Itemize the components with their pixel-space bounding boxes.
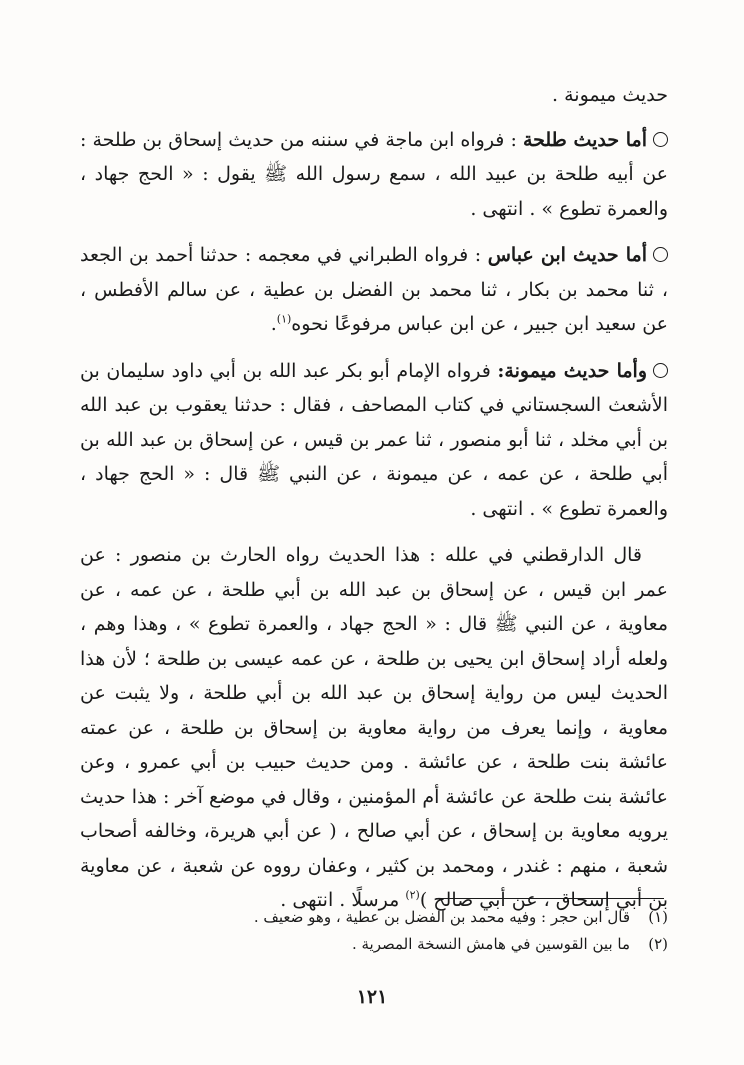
footnote-ref[interactable]: (٢) bbox=[405, 888, 420, 902]
paragraph-heading: أما حديث ابن عباس bbox=[487, 244, 648, 266]
footnote-number: (٢) bbox=[648, 935, 668, 953]
footnote-ref[interactable]: (١) bbox=[276, 312, 292, 326]
paragraph-heading: أما حديث طلحة bbox=[522, 128, 647, 151]
footnote-text: قال ابن حجر : وفيه محمد بن الفضل بن عطية ، وهو ضعيف . bbox=[253, 908, 630, 926]
paragraph-text: فرواه الإمام أبو بكر عبد الله بن أبي داود سليمان بن الأشعث السجستاني في كتاب المصاحف ، فقال : حدثنا يعقوب بن عبد الله بن أبي مخلد ، ثنا أبو منصور ، ثنا عمر بن قيس ، عن إسحاق بن عبد الله بن أبي طلحة ، عن عمه ، عن ميمونة ، عن النبي ﷺ قال : « الحج جهاد ، والعمرة تطوع » . انتهى . bbox=[80, 359, 668, 520]
page-body bbox=[80, 78, 668, 930]
footnotes bbox=[80, 904, 668, 958]
paragraph-text: : فرواه ابن ماجة في سننه من حديث إسحاق بن طلحة : عن أبيه طلحة بن عبيد الله ، سمع رسول الله ﷺ يقول : « الحج جهاد ، والعمرة تطوع » . انتهى . bbox=[80, 128, 668, 220]
paragraph-intro bbox=[80, 78, 668, 113]
footnote-divider bbox=[436, 898, 664, 899]
circle-bullet-icon bbox=[653, 247, 668, 262]
footnote-item bbox=[80, 904, 668, 931]
paragraph-daraqutni bbox=[80, 538, 668, 918]
paragraph-talha bbox=[80, 123, 668, 227]
footnote-number: (١) bbox=[648, 908, 668, 926]
paragraph-maymuna bbox=[80, 354, 668, 527]
circle-bullet-icon bbox=[653, 363, 668, 378]
paragraph-tail: . bbox=[270, 313, 277, 335]
paragraph-tail: مرسلًا . انتهى . bbox=[280, 889, 400, 911]
circle-bullet-icon bbox=[653, 132, 668, 147]
paragraph-heading: وأما حديث ميمونة: bbox=[497, 359, 647, 382]
paragraph-ibn-abbas bbox=[80, 238, 668, 342]
paragraph-text: قال الدارقطني في علله : هذا الحديث رواه الحارث بن منصور : عن عمر ابن قيس ، عن إسحاق بن عبد الله بن أبي طلحة ، عن عمه ، عن معاوية ، عن النبي ﷺ قال : « الحج جهاد ، والعمرة تطوع » ، وهذا وهم ، ولعله أراد إسحاق ابن يحيى بن طلحة ، عن عمه عيسى بن طلحة ؛ لأن هذا الحديث ليس من رواية إسحاق بن عبد الله بن أبي طلحة ، ولا يثبت عن معاوية ، وإنما يعرف من رواية معاوية بن إسحاق بن طلحة ، عن عمته عائشة بنت طلحة ، عن عائشة . ومن حديث حبيب بن أبي عمرو ، وعن عائشة بنت طلحة عن عائشة أم المؤمنين ، وقال في موضع آخر : هذا حديث يرويه معاوية بن إسحاق ، عن أبي صالح ، ( عن أبي هريرة، وخالفه أصحاب شعبة ، منهم : غندر ، ومحمد بن كثير ، وعفان رووه عن شعبة ، عن معاوية بن أبي إسحاق ، عن أبي صالح ) bbox=[80, 544, 668, 911]
footnote-item bbox=[80, 931, 668, 958]
paragraph-text: : فرواه الطبراني في معجمه : حدثنا أحمد بن الجعد ، ثنا محمد بن بكار ، ثنا محمد بن الفضل بن عطية ، عن سالم الأفطس ، عن سعيد ابن جبير ، عن ابن عباس مرفوعًا نحوه bbox=[80, 244, 668, 335]
paragraph-text: حديث ميمونة . bbox=[552, 84, 668, 106]
page-number: ١٢١ bbox=[356, 986, 388, 1008]
footnote-text: ما بين القوسين في هامش النسخة المصرية . bbox=[351, 935, 630, 953]
